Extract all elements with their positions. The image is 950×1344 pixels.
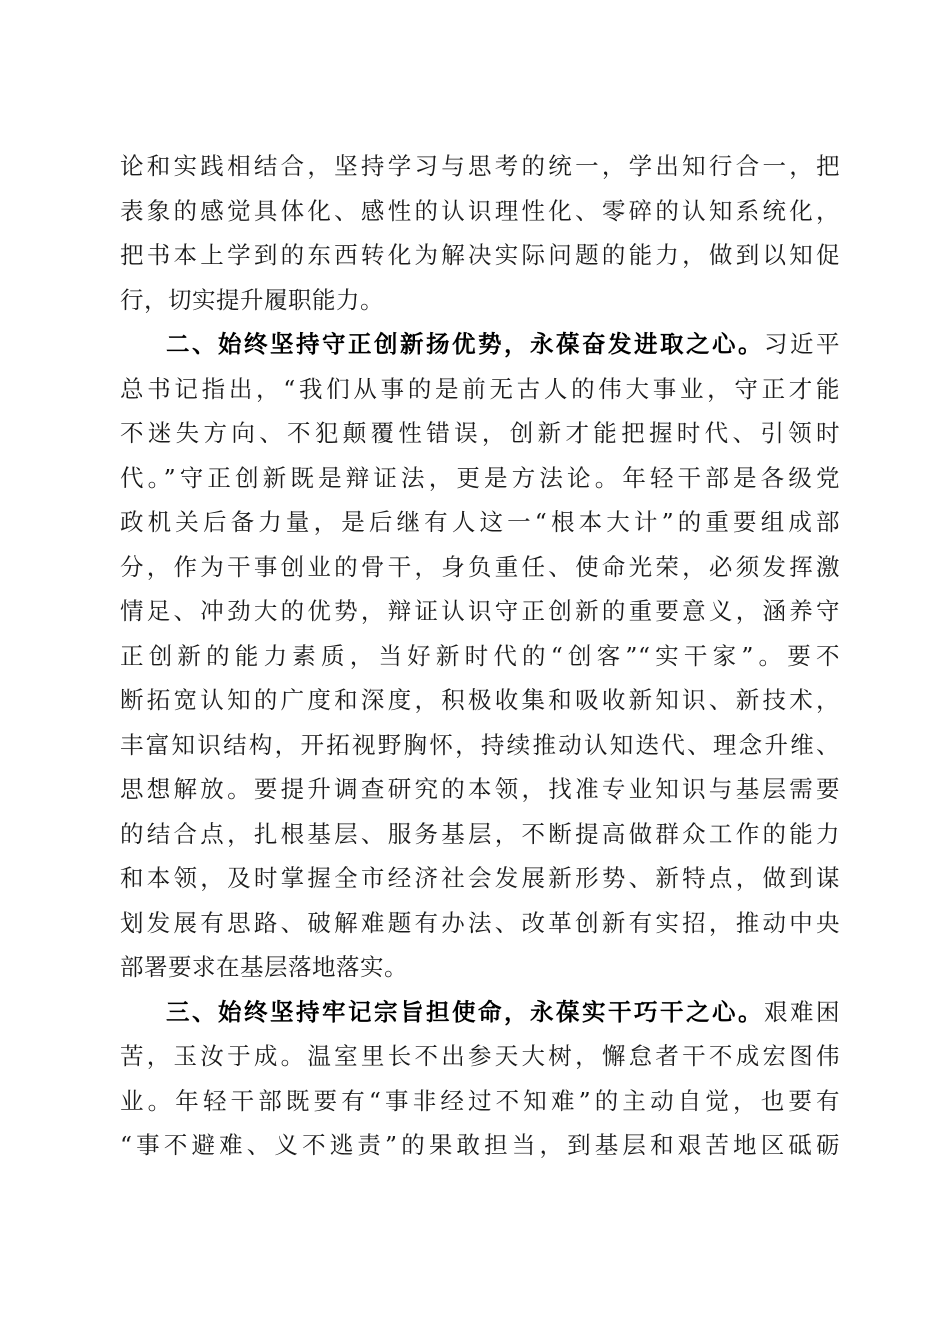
paragraph-line: 把书本上学到的东西转化为解决实际问题的能力，做到以知促 [120, 241, 840, 269]
paragraph-line: 分，作为干事创业的骨干，身负重任、使命光荣，必须发挥激 [120, 552, 840, 581]
paragraph-line: 不迷失方向、不犯颠覆性错误，创新才能把握时代、引领时 [120, 419, 840, 447]
section-heading-3: 三、始终坚持牢记宗旨担使命，永葆实干巧干之心。 [166, 997, 764, 1026]
section-3-first-line [120, 990, 840, 1035]
section-2-lead-text: 习近平 [764, 330, 840, 358]
section-heading-2: 二、始终坚持守正创新扬优势，永葆奋发进取之心。 [166, 330, 764, 358]
paragraph-line: 划发展有思路、破解难题有办法、改革创新有实招，推动中央 [120, 908, 840, 937]
paragraph-line: 业。年轻干部既要有“事非经过不知难”的主动自觉，也要有 [120, 1086, 840, 1115]
paragraph-line: 总书记指出，“我们从事的是前无古人的伟大事业，守正才能 [120, 374, 840, 403]
paragraph-line: 行，切实提升履职能力。 [120, 285, 384, 314]
paragraph-line: 丰富知识结构，开拓视野胸怀，持续推动认知迭代、理念升维、 [120, 730, 840, 759]
paragraph-line: 苦，玉汝于成。温室里长不出参天大树，懈怠者干不成宏图伟 [120, 1042, 840, 1070]
paragraph-line: 政机关后备力量，是后继有人这一“根本大计”的重要组成部 [120, 508, 840, 536]
section-3-lead-text: 艰难困 [764, 997, 840, 1026]
paragraph-line: 表象的感觉具体化、感性的认识理性化、零碎的认知系统化， [120, 196, 840, 225]
paragraph-line: 断拓宽认知的广度和深度，积极收集和吸收新知识、新技术， [120, 686, 840, 714]
paragraph-line: 和本领，及时掌握全市经济社会发展新形势、新特点，做到谋 [120, 864, 840, 892]
paragraph-line: 部署要求在基层落地落实。 [120, 953, 408, 981]
paragraph-line: 思想解放。要提升调查研究的本领，找准专业知识与基层需要 [120, 775, 840, 803]
document-body [120, 144, 840, 1168]
paragraph-line: 的结合点，扎根基层、服务基层，不断提高做群众工作的能力 [120, 819, 840, 848]
paragraph-line: 代。”守正创新既是辩证法，更是方法论。年轻干部是各级党 [120, 463, 840, 492]
paragraph-line: 情足、冲劲大的优势，辩证认识守正创新的重要意义，涵养守 [120, 597, 840, 625]
paragraph-line: 论和实践相结合，坚持学习与思考的统一，学出知行合一，把 [120, 152, 840, 180]
paragraph-line: 正创新的能力素质，当好新时代的“创客”“实干家”。要不 [120, 641, 840, 670]
paragraph-line: “事不避难、义不逃责”的果敢担当，到基层和艰苦地区砥砺 [120, 1131, 840, 1159]
section-2-first-line [120, 322, 840, 367]
